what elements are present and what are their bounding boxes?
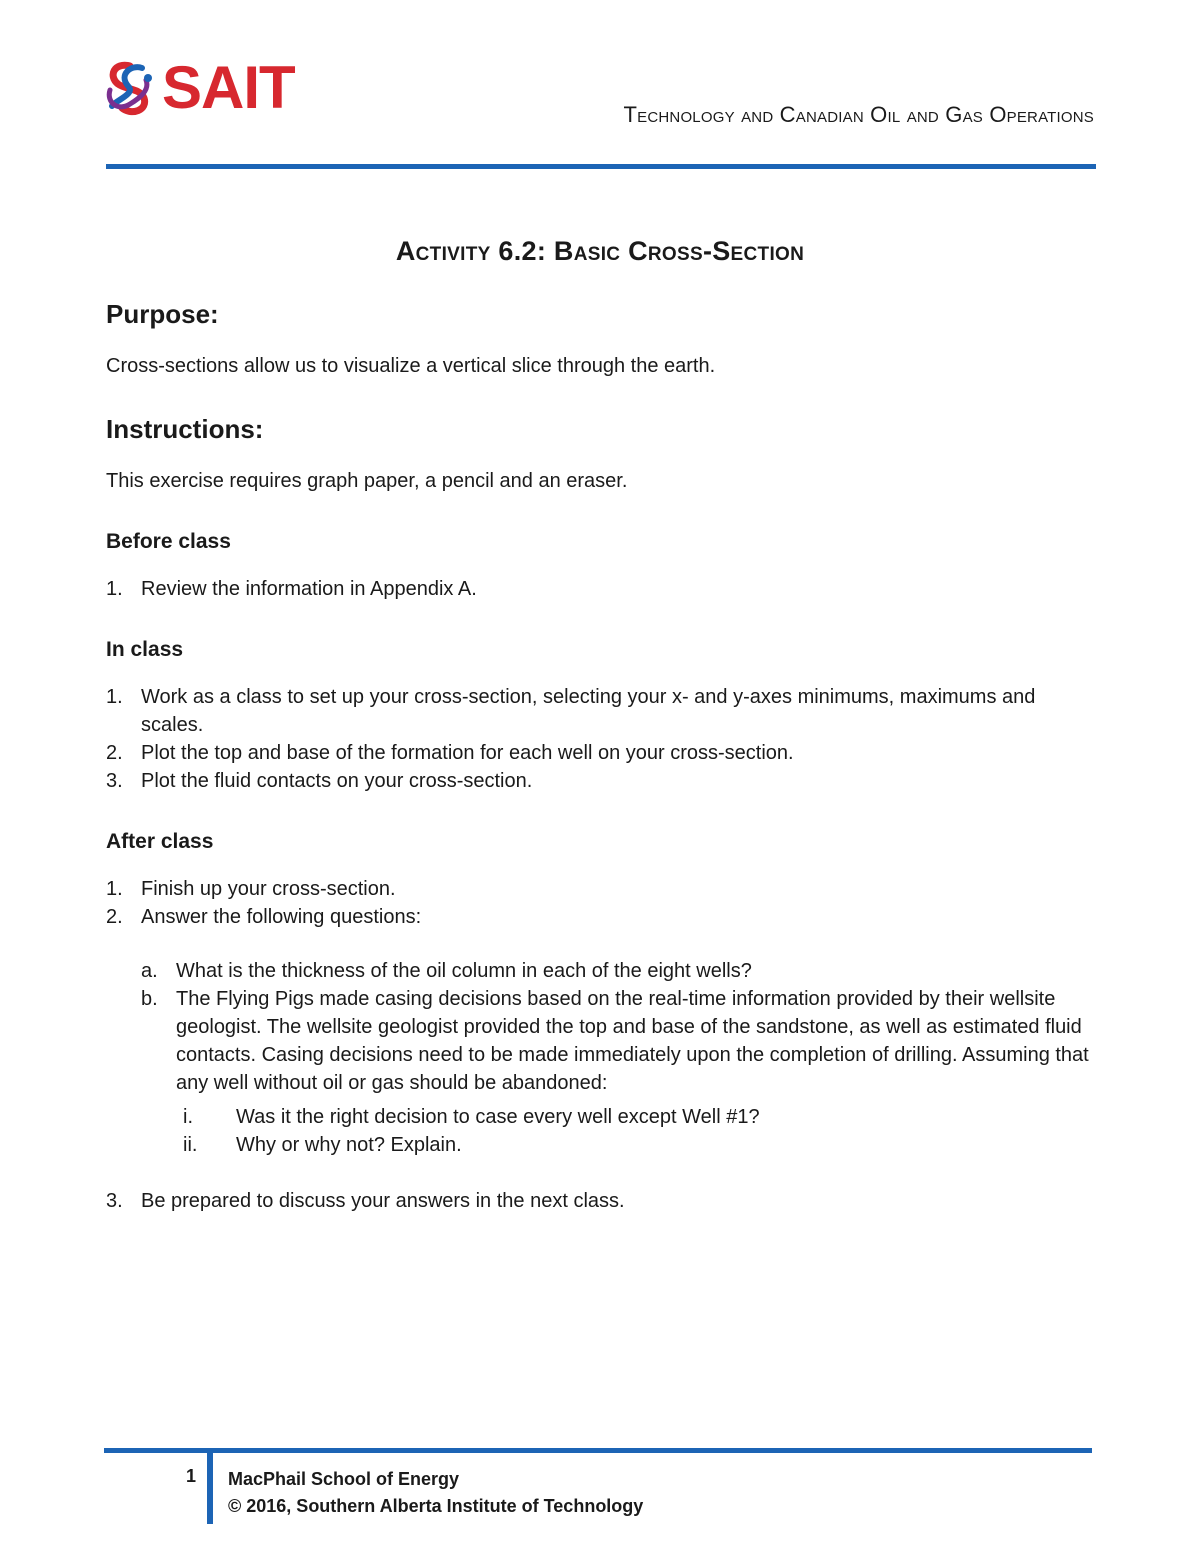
- list-item: 1. Work as a class to set up your cross-section, selecting your x- and y-axes minimums, maximums and scales.: [106, 686, 1036, 736]
- footer-vertical-divider: [207, 1452, 213, 1524]
- page-title: Activity 6.2: Basic Cross-Section: [395, 236, 805, 266]
- after-class-list: [106, 875, 1096, 931]
- logo-text: SAIT: [162, 54, 295, 121]
- list-item: a. What is the thickness of the oil column in each of the eight wells?: [141, 960, 752, 982]
- before-class-list: [106, 575, 1096, 603]
- purpose-heading: Purpose:: [106, 299, 219, 329]
- before-class-heading: Before class: [106, 530, 231, 553]
- instructions-heading: Instructions:: [106, 414, 264, 444]
- list-item: i. Was it the right decision to case every well except Well #1?: [183, 1106, 760, 1128]
- sait-knot-icon: [104, 60, 156, 116]
- after-class-heading: After class: [106, 830, 214, 853]
- list-item: 1. Review the information in Appendix A.: [106, 578, 477, 600]
- in-class-heading: In class: [106, 638, 184, 661]
- footer-divider: [104, 1448, 1092, 1453]
- question-list: [141, 957, 1096, 1159]
- footer-text: [228, 1466, 643, 1520]
- document-header-title: Technology and Canadian Oil and Gas Operations: [623, 102, 1094, 127]
- purpose-text: Cross-sections allow us to visualize a vertical slice through the earth.: [106, 355, 716, 377]
- header-divider: [106, 164, 1096, 169]
- in-class-list: [106, 683, 1096, 795]
- after-class-final-list: [106, 1187, 1096, 1215]
- list-item: ii. Why or why not? Explain.: [183, 1134, 462, 1156]
- footer-school: MacPhail School of Energy: [228, 1469, 460, 1489]
- list-item: 2. Answer the following questions:: [106, 906, 422, 928]
- sait-logo: [104, 54, 295, 121]
- list-item: b. The Flying Pigs made casing decisions based on the real-time information provided by their wellsite geologist. The wellsite geologist provided the top and base of the sandstone, as well as estimated fluid contacts. Casing decisions need to be made immediately upon the completion of drilling. Assuming that any well without oil or gas should be abandoned: i. Was it the right decision to case every well except Well #1? ii. Why or why not? Explain.: [141, 985, 1096, 1159]
- instructions-text: This exercise requires graph paper, a pencil and an eraser.: [106, 470, 628, 492]
- footer-copyright: © 2016, Southern Alberta Institute of Technology: [228, 1496, 644, 1516]
- list-item: 2. Plot the top and base of the formation for each well on your cross-section.: [106, 742, 794, 764]
- list-item: 1. Finish up your cross-section.: [106, 878, 396, 900]
- list-item: 3. Plot the fluid contacts on your cross-section.: [106, 770, 533, 792]
- sub-question-list: [176, 1103, 1096, 1159]
- page-number: 1: [185, 1466, 196, 1486]
- main-content: [106, 296, 1096, 1215]
- list-item: 3. Be prepared to discuss your answers in the next class.: [106, 1190, 625, 1212]
